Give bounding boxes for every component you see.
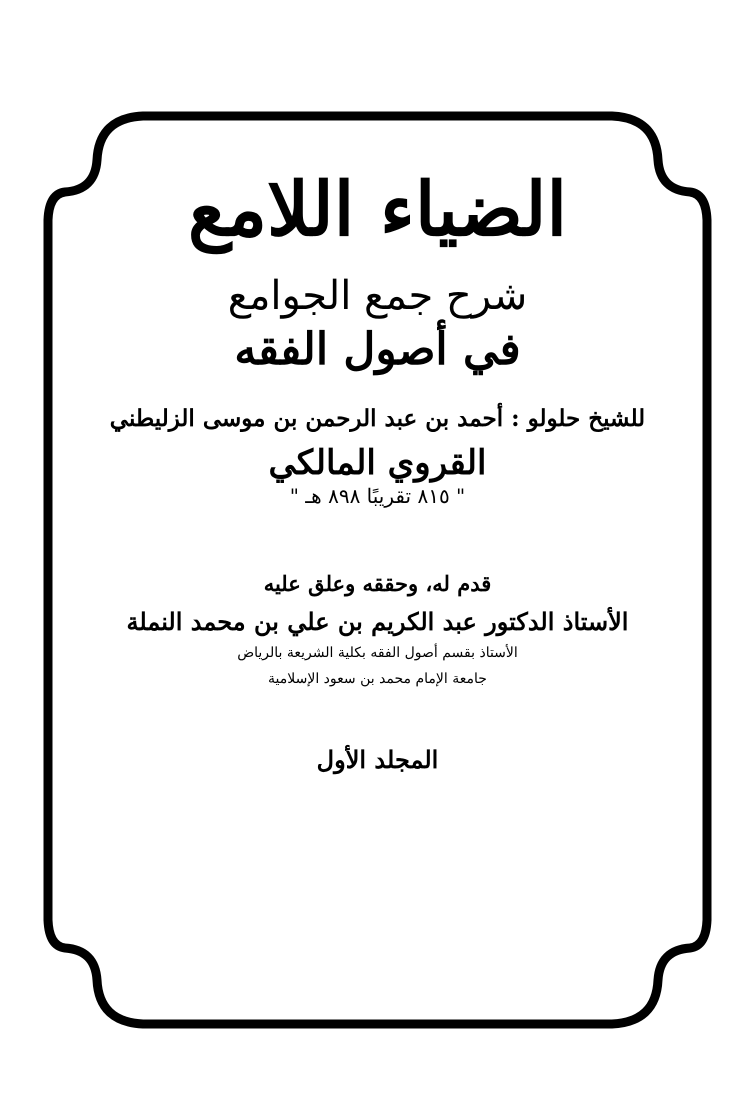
volume-label: المجلد الأول — [316, 745, 439, 775]
editor-affiliation-1: الأستاذ بقسم أصول الفقه بكلية الشريعة بالرياض — [237, 644, 518, 661]
title-page-content — [60, 150, 695, 774]
editor-intro-line: قدم له، وحققه وعلق عليه — [263, 571, 492, 597]
author-dates: " ٨١٥ تقريبًا ٨٩٨ هـ " — [289, 484, 466, 509]
editor-name: الأستاذ الدكتور عبد الكريم بن علي بن محمد النملة — [126, 607, 629, 637]
author-line: للشيخ حلولو : أحمد بن عبد الرحمن بن موسى الزليطني — [109, 404, 646, 432]
book-title: الضياء اللامع — [188, 167, 567, 253]
book-subtitle: شرح جمع الجوامع — [227, 273, 528, 320]
book-subtitle-field: في أصول الفقه — [234, 324, 521, 376]
editor-affiliation-2: جامعة الإمام محمد بن سعود الإسلامية — [268, 671, 487, 688]
author-nisba: القروي المالكي — [268, 443, 487, 484]
